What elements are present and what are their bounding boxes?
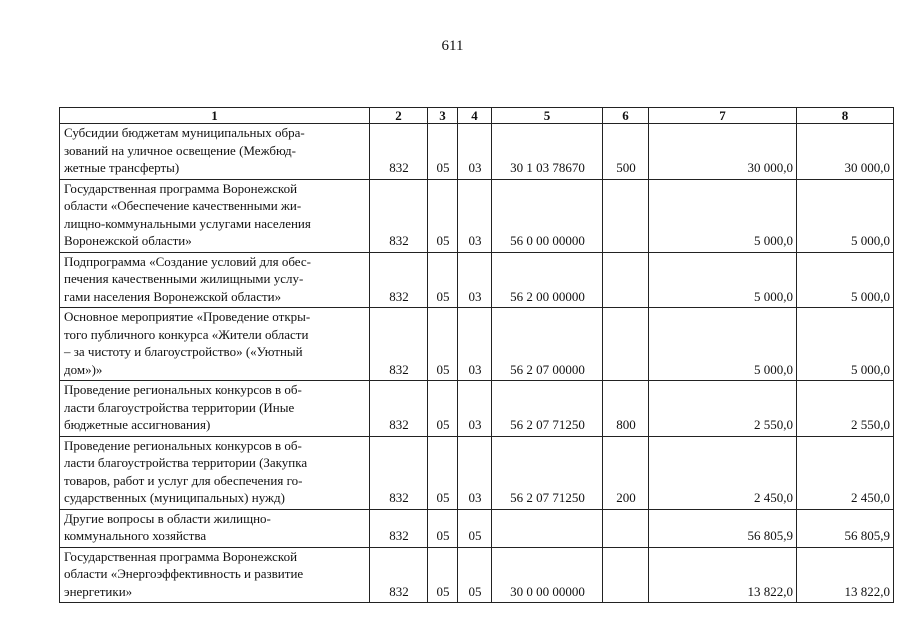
row-section-code: 05 — [428, 179, 458, 252]
row-section-code: 05 — [428, 308, 458, 381]
header-col-4: 4 — [458, 108, 492, 124]
row-amount-2: 5 000,0 — [797, 308, 894, 381]
row-expense-type — [603, 547, 649, 603]
row-target-article: 56 2 07 71250 — [492, 381, 603, 437]
row-amount-1: 5 000,0 — [649, 308, 797, 381]
row-expense-type — [603, 179, 649, 252]
row-name: Подпрограмма «Создание условий для обес- печения качественными жилищными услу- гами населения Воронежской области» — [60, 252, 370, 308]
row-subsection-code: 03 — [458, 179, 492, 252]
row-ministry-code: 832 — [370, 179, 428, 252]
row-subsection-code: 03 — [458, 252, 492, 308]
row-section-code: 05 — [428, 436, 458, 509]
row-name: Другие вопросы в области жилищно- коммунального хозяйства — [60, 509, 370, 547]
row-amount-1: 13 822,0 — [649, 547, 797, 603]
row-subsection-code: 03 — [458, 436, 492, 509]
row-ministry-code: 832 — [370, 308, 428, 381]
page-number: 611 — [441, 38, 464, 54]
row-amount-2: 5 000,0 — [797, 179, 894, 252]
row-subsection-code: 05 — [458, 509, 492, 547]
header-col-5: 5 — [492, 108, 603, 124]
row-target-article: 30 1 03 78670 — [492, 124, 603, 180]
table-row — [60, 381, 894, 437]
row-amount-1: 2 450,0 — [649, 436, 797, 509]
row-section-code: 05 — [428, 252, 458, 308]
row-expense-type — [603, 252, 649, 308]
header-col-2: 2 — [370, 108, 428, 124]
row-name: Основное мероприятие «Проведение откры- того публичного конкурса «Жители области – за чистоту и благоустройство» («Уютный дом»)» — [60, 308, 370, 381]
row-subsection-code: 03 — [458, 381, 492, 437]
row-amount-1: 5 000,0 — [649, 179, 797, 252]
row-amount-2: 30 000,0 — [797, 124, 894, 180]
row-ministry-code: 832 — [370, 436, 428, 509]
row-target-article — [492, 509, 603, 547]
row-expense-type — [603, 308, 649, 381]
row-section-code: 05 — [428, 547, 458, 603]
table-row — [60, 436, 894, 509]
row-amount-1: 5 000,0 — [649, 252, 797, 308]
row-ministry-code: 832 — [370, 381, 428, 437]
row-ministry-code: 832 — [370, 252, 428, 308]
row-name: Государственная программа Воронежской области «Энергоэффективность и развитие энергетики» — [60, 547, 370, 603]
row-target-article: 56 2 07 71250 — [492, 436, 603, 509]
row-ministry-code: 832 — [370, 124, 428, 180]
row-section-code: 05 — [428, 381, 458, 437]
row-expense-type: 800 — [603, 381, 649, 437]
row-expense-type: 200 — [603, 436, 649, 509]
row-name: Проведение региональных конкурсов в об- ласти благоустройства территории (Иные бюджетные ассигнования) — [60, 381, 370, 437]
table-row — [60, 179, 894, 252]
row-amount-2: 5 000,0 — [797, 252, 894, 308]
row-expense-type: 500 — [603, 124, 649, 180]
table-row — [60, 509, 894, 547]
row-target-article: 30 0 00 00000 — [492, 547, 603, 603]
row-amount-2: 13 822,0 — [797, 547, 894, 603]
row-ministry-code: 832 — [370, 509, 428, 547]
row-section-code: 05 — [428, 509, 458, 547]
row-amount-2: 2 450,0 — [797, 436, 894, 509]
table-row — [60, 252, 894, 308]
row-name: Субсидии бюджетам муниципальных обра- зований на уличное освещение (Межбюд- жетные трансферты) — [60, 124, 370, 180]
header-col-3: 3 — [428, 108, 458, 124]
table-row — [60, 547, 894, 603]
header-col-8: 8 — [797, 108, 894, 124]
row-amount-1: 56 805,9 — [649, 509, 797, 547]
header-col-1: 1 — [60, 108, 370, 124]
header-col-6: 6 — [603, 108, 649, 124]
table-body — [60, 124, 894, 603]
row-target-article: 56 2 07 00000 — [492, 308, 603, 381]
row-target-article: 56 2 00 00000 — [492, 252, 603, 308]
row-expense-type — [603, 509, 649, 547]
row-name: Государственная программа Воронежской области «Обеспечение качественными жи- лищно-коммунальными услугами населения Воронежской области» — [60, 179, 370, 252]
row-amount-2: 2 550,0 — [797, 381, 894, 437]
budget-table — [59, 107, 894, 603]
row-ministry-code: 832 — [370, 547, 428, 603]
row-amount-1: 30 000,0 — [649, 124, 797, 180]
row-section-code: 05 — [428, 124, 458, 180]
row-amount-1: 2 550,0 — [649, 381, 797, 437]
header-col-7: 7 — [649, 108, 797, 124]
row-target-article: 56 0 00 00000 — [492, 179, 603, 252]
table-header-row — [60, 108, 894, 124]
table-row — [60, 308, 894, 381]
table-row — [60, 124, 894, 180]
row-subsection-code: 05 — [458, 547, 492, 603]
row-amount-2: 56 805,9 — [797, 509, 894, 547]
row-subsection-code: 03 — [458, 308, 492, 381]
row-name: Проведение региональных конкурсов в об- ласти благоустройства территории (Закупка товаров, работ и услуг для обеспечения го- сударственных (муниципальных) нужд) — [60, 436, 370, 509]
row-subsection-code: 03 — [458, 124, 492, 180]
